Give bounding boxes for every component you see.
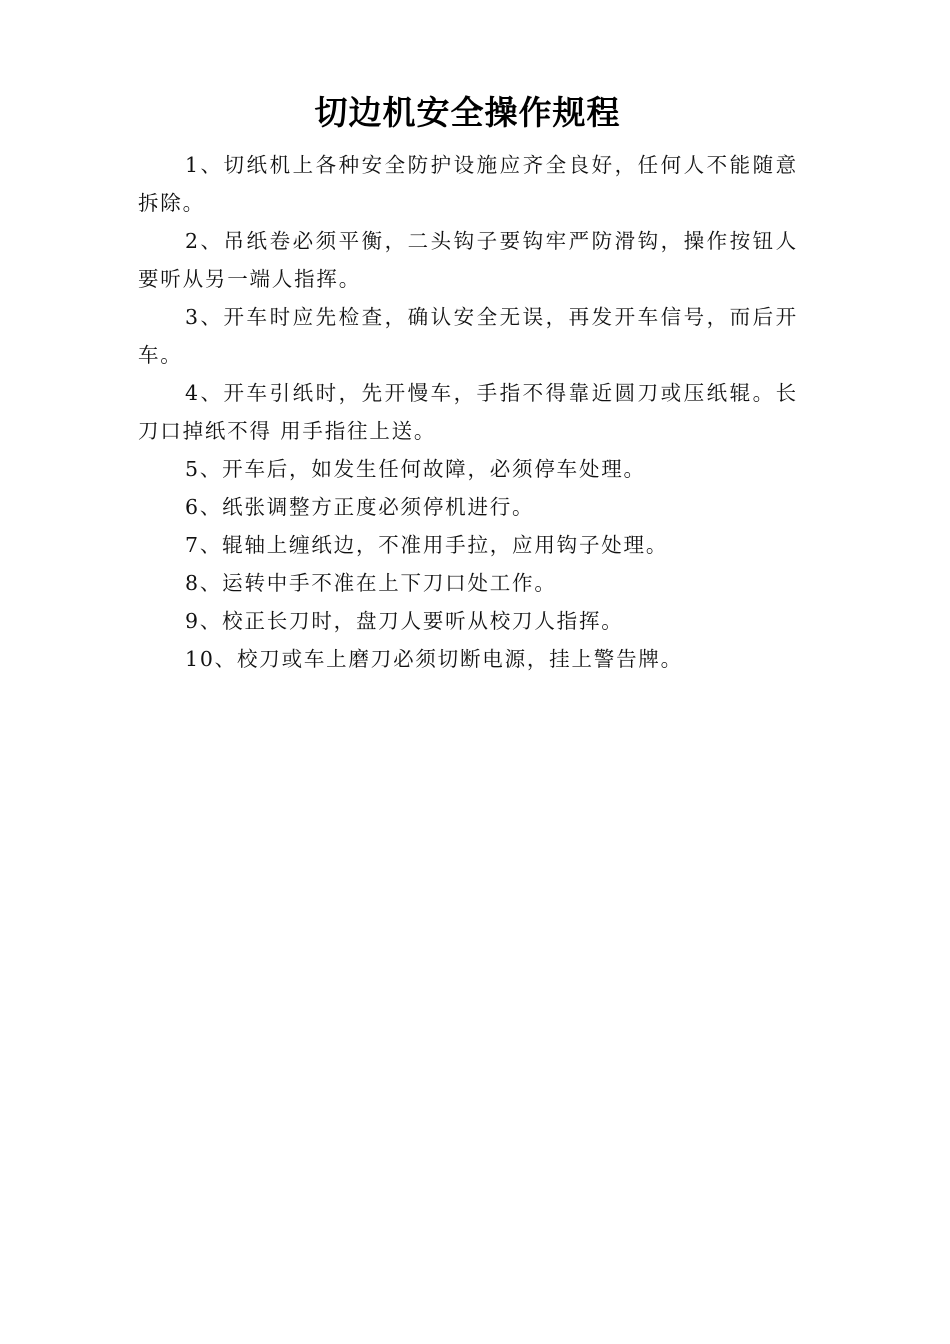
rule-paragraph-8: 8、运转中手不准在上下刀口处工作。 <box>185 571 557 595</box>
rule-paragraph-5: 5、开车后，如发生任何故障，必须停车处理。 <box>185 457 646 481</box>
rule-paragraph-6: 6、纸张调整方正度必须停机进行。 <box>185 495 535 519</box>
rule-paragraph-4: 4、开车引纸时，先开慢车，手指不得靠近圆刀或压纸辊。长刀口掉纸不得 用手指往上送。 <box>138 381 798 443</box>
rule-paragraph-10: 10、校刀或车上磨刀必须切断电源，挂上警告牌。 <box>185 647 683 671</box>
rule-paragraph-9: 9、校正长刀时，盘刀人要听从校刀人指挥。 <box>185 609 624 633</box>
document-title: 切边机安全操作规程 <box>314 93 621 132</box>
document-body <box>138 146 798 678</box>
rule-paragraph-2: 2、吊纸卷必须平衡，二头钩子要钩牢严防滑钩，操作按钮人要听从另一端人指挥。 <box>138 229 798 291</box>
rule-paragraph-7: 7、辊轴上缠纸边，不准用手拉，应用钩子处理。 <box>185 533 669 557</box>
rule-paragraph-1: 1、切纸机上各种安全防护设施应齐全良好，任何人不能随意拆除。 <box>138 153 798 215</box>
rule-paragraph-3: 3、开车时应先检查，确认安全无误，再发开车信号，而后开车。 <box>138 305 798 367</box>
